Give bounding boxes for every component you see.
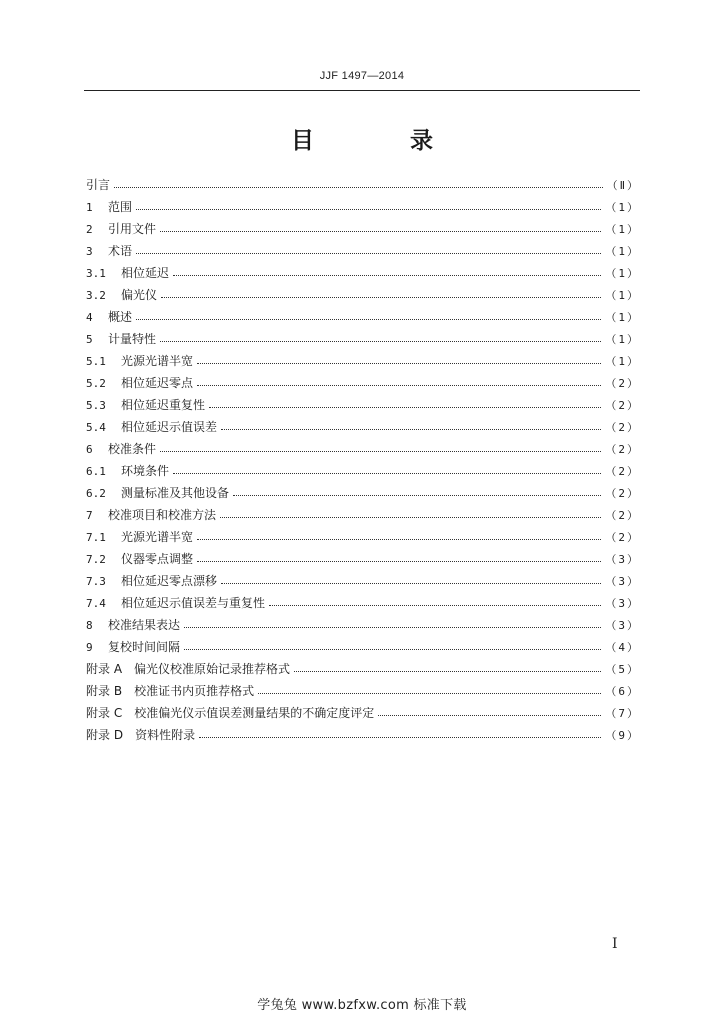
dot-leader: [160, 329, 601, 342]
toc-entry-number: 6.2: [86, 487, 106, 500]
toc-entry-label: 仪器零点调整: [121, 552, 194, 566]
toc-entry-page: （9）: [605, 729, 640, 742]
footer-watermark: 学兔兔 www.bzfxw.com 标准下载: [257, 998, 467, 1013]
toc-entry-page: （2）: [605, 377, 640, 390]
toc-entry-page: （3）: [605, 575, 640, 588]
toc-entry-label: 概述: [108, 310, 133, 324]
dot-leader: [173, 461, 601, 474]
toc-entry[interactable]: [86, 220, 640, 242]
toc-entry-page: （Ⅱ）: [606, 179, 640, 192]
toc-entry-number: 1: [86, 201, 93, 214]
toc-entry-label: 光源光谱半宽: [121, 354, 194, 368]
toc-entry-page: （1）: [605, 311, 640, 324]
toc-entry-number: 5.2: [86, 377, 106, 390]
toc-entry-page: （1）: [605, 355, 640, 368]
toc-entry[interactable]: [86, 418, 640, 440]
dot-leader: [258, 681, 601, 694]
toc-entry-page: （2）: [605, 509, 640, 522]
toc-entry-label: 资料性附录: [135, 728, 196, 742]
toc-entry-number: 3.1: [86, 267, 106, 280]
toc-entry[interactable]: [86, 176, 640, 198]
toc-entry-page: （2）: [605, 531, 640, 544]
toc-entry-page: （2）: [605, 399, 640, 412]
toc-entry-number: 附录 B: [86, 684, 123, 698]
document-header: JJF 1497—2014: [319, 70, 405, 82]
toc-entry-number: 8: [86, 619, 93, 632]
toc-entry-label: 偏光仪: [121, 288, 158, 302]
dot-leader: [197, 549, 601, 562]
toc-entry-number: 3: [86, 245, 93, 258]
dot-leader: [184, 637, 601, 650]
toc-entry-page: （2）: [605, 487, 640, 500]
dot-leader: [136, 307, 601, 320]
toc-entry-page: （1）: [605, 289, 640, 302]
toc-entry-page: （5）: [605, 663, 640, 676]
toc-entry-number: 2: [86, 223, 93, 236]
dot-leader: [160, 219, 601, 232]
toc-entry-page: （3）: [605, 597, 640, 610]
toc-entry-page: （3）: [605, 619, 640, 632]
dot-leader: [136, 197, 601, 210]
page-number: I: [612, 936, 618, 952]
table-of-contents: [86, 176, 640, 748]
toc-entry-number: 附录 D: [86, 728, 124, 742]
toc-entry-number: 9: [86, 641, 93, 654]
toc-entry-number: 4: [86, 311, 93, 324]
toc-entry-page: （2）: [605, 443, 640, 456]
toc-entry[interactable]: [86, 726, 640, 748]
toc-entry-label: 计量特性: [108, 332, 157, 346]
toc-entry-label: 术语: [108, 244, 133, 258]
toc-entry-label: 测量标准及其他设备: [121, 486, 230, 500]
toc-entry-page: （6）: [605, 685, 640, 698]
toc-entry[interactable]: [86, 264, 640, 286]
toc-entry-label: 校准证书内页推荐格式: [134, 684, 255, 698]
toc-entry-label: 相位延迟示值误差: [121, 420, 218, 434]
toc-entry[interactable]: [86, 528, 640, 550]
toc-entry-label: 引用文件: [108, 222, 157, 236]
toc-entry-label: 相位延迟零点漂移: [121, 574, 218, 588]
dot-leader: [221, 571, 601, 584]
dot-leader: [269, 593, 601, 606]
toc-entry-number: 5.1: [86, 355, 106, 368]
toc-entry-number: 附录 A: [86, 662, 123, 676]
toc-entry-label: 相位延迟示值误差与重复性: [121, 596, 266, 610]
dot-leader: [184, 615, 601, 628]
dot-leader: [161, 285, 601, 298]
toc-entry[interactable]: [86, 462, 640, 484]
toc-entry[interactable]: [86, 308, 640, 330]
toc-entry-page: （1）: [605, 267, 640, 280]
toc-entry[interactable]: [86, 242, 640, 264]
dot-leader: [114, 175, 603, 188]
toc-entry[interactable]: [86, 594, 640, 616]
toc-entry-number: 7.4: [86, 597, 106, 610]
dot-leader: [136, 241, 601, 254]
toc-entry[interactable]: [86, 352, 640, 374]
toc-entry[interactable]: [86, 440, 640, 462]
toc-entry-number: 7.2: [86, 553, 106, 566]
toc-entry-number: 附录 C: [86, 706, 123, 720]
toc-entry-label: 校准项目和校准方法: [108, 508, 217, 522]
toc-entry-number: 7: [86, 509, 93, 522]
toc-entry-page: （1）: [605, 333, 640, 346]
dot-leader: [233, 483, 601, 496]
toc-entry[interactable]: [86, 660, 640, 682]
header-rule: [84, 90, 640, 91]
dot-leader: [220, 505, 601, 518]
toc-entry[interactable]: [86, 396, 640, 418]
toc-title: 目 录: [290, 128, 477, 154]
dot-leader: [221, 417, 601, 430]
toc-entry-page: （1）: [605, 223, 640, 236]
toc-entry[interactable]: [86, 682, 640, 704]
toc-entry-page: （2）: [605, 421, 640, 434]
toc-entry[interactable]: [86, 198, 640, 220]
toc-entry-number: 5.4: [86, 421, 106, 434]
dot-leader: [199, 725, 601, 738]
toc-entry-label: 复校时间间隔: [108, 640, 181, 654]
toc-entry-page: （4）: [605, 641, 640, 654]
toc-entry-label: 偏光仪校准原始记录推荐格式: [134, 662, 291, 676]
toc-entry-label: 相位延迟重复性: [121, 398, 206, 412]
toc-entry-number: 7.1: [86, 531, 106, 544]
toc-entry-label: 相位延迟零点: [121, 376, 194, 390]
toc-entry-label: 相位延迟: [121, 266, 170, 280]
toc-entry[interactable]: [86, 572, 640, 594]
toc-entry[interactable]: [86, 484, 640, 506]
toc-entry[interactable]: [86, 616, 640, 638]
dot-leader: [160, 439, 601, 452]
toc-entry-number: 3.2: [86, 289, 106, 302]
toc-entry-label: 校准结果表达: [108, 618, 181, 632]
toc-entry-label: 校准偏光仪示值误差测量结果的不确定度评定: [134, 706, 375, 720]
toc-entry-page: （7）: [605, 707, 640, 720]
toc-entry-page: （1）: [605, 245, 640, 258]
toc-entry-number: 5: [86, 333, 93, 346]
toc-entry-label: 光源光谱半宽: [121, 530, 194, 544]
toc-entry-number: 7.3: [86, 575, 106, 588]
toc-entry[interactable]: [86, 330, 640, 352]
toc-entry[interactable]: [86, 704, 640, 726]
toc-entry-number: 6: [86, 443, 93, 456]
toc-entry-label: 范围: [108, 200, 133, 214]
toc-entry-label: 环境条件: [121, 464, 170, 478]
dot-leader: [378, 703, 601, 716]
toc-entry-label: 引言: [86, 178, 111, 192]
dot-leader: [209, 395, 601, 408]
toc-entry-page: （3）: [605, 553, 640, 566]
dot-leader: [294, 659, 601, 672]
dot-leader: [197, 351, 601, 364]
toc-entry[interactable]: [86, 638, 640, 660]
dot-leader: [197, 527, 601, 540]
toc-entry[interactable]: [86, 286, 640, 308]
toc-entry-page: （2）: [605, 465, 640, 478]
toc-entry[interactable]: [86, 374, 640, 396]
dot-leader: [197, 373, 601, 386]
toc-entry-number: 6.1: [86, 465, 106, 478]
toc-entry-label: 校准条件: [108, 442, 157, 456]
toc-entry-number: 5.3: [86, 399, 106, 412]
toc-entry[interactable]: [86, 550, 640, 572]
toc-entry-page: （1）: [605, 201, 640, 214]
dot-leader: [173, 263, 601, 276]
toc-entry[interactable]: [86, 506, 640, 528]
